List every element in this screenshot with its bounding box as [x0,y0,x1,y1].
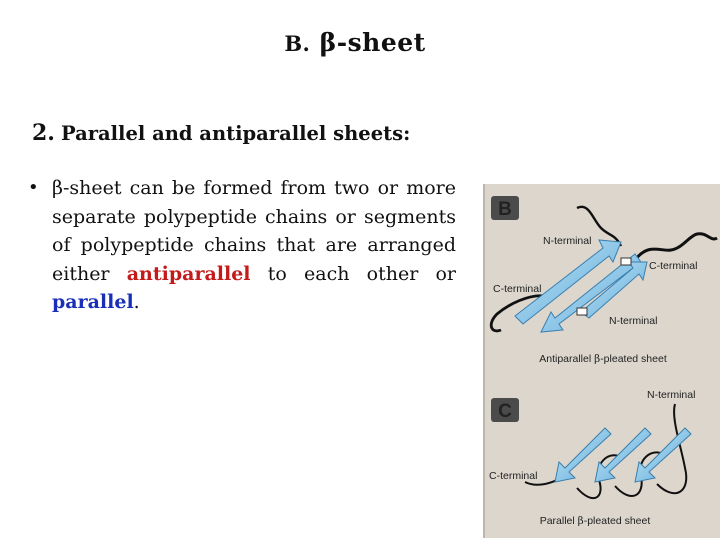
bullet-text-part1: β-sheet can be formed from two or more separate polypeptide chains or segments of polypeptide chains that are arranged either [52,177,456,285]
panel-b-c-terminal-left: C-terminal [493,283,542,295]
section-heading-text: Parallel and antiparallel sheets: [60,122,411,145]
antiparallel-term: antiparallel [126,262,251,285]
panel-b-coil-right [635,234,717,260]
panel-c-badge [491,398,519,422]
section-heading [32,120,410,146]
panel-b-badge-letter: B [498,199,512,220]
panel-b-terminal-marker-top [621,258,631,265]
panel-c-badge-letter: C [498,401,512,422]
panel-b-n-terminal-bottom: N-terminal [609,315,658,327]
panel-b-c-terminal-right: C-terminal [649,260,698,272]
panel-b-terminal-marker-bottom [577,308,587,315]
title-text: β-sheet [319,28,426,57]
beta-sheet-figure [483,184,720,538]
title-prefix: B. [284,31,311,56]
panel-c-c-terminal: C-terminal [489,470,538,482]
bullet-item [28,174,456,317]
bullet-marker: • [28,177,39,198]
section-number: 2. [32,120,55,146]
panel-b-badge [491,196,519,220]
panel-b-n-terminal-top: N-terminal [543,235,592,247]
panel-b-caption: Antiparallel β-pleated sheet [539,353,667,365]
panel-c-caption: Parallel β-pleated sheet [539,515,651,527]
beta-sheet-illustration [485,184,720,538]
slide-title [0,28,710,57]
parallel-term: parallel [52,291,134,313]
bullet-text [52,174,456,317]
bullet-text-part2: to each other or [250,262,457,285]
panel-c-n-terminal: N-terminal [647,389,696,401]
bullet-text-part3: . [133,291,140,313]
